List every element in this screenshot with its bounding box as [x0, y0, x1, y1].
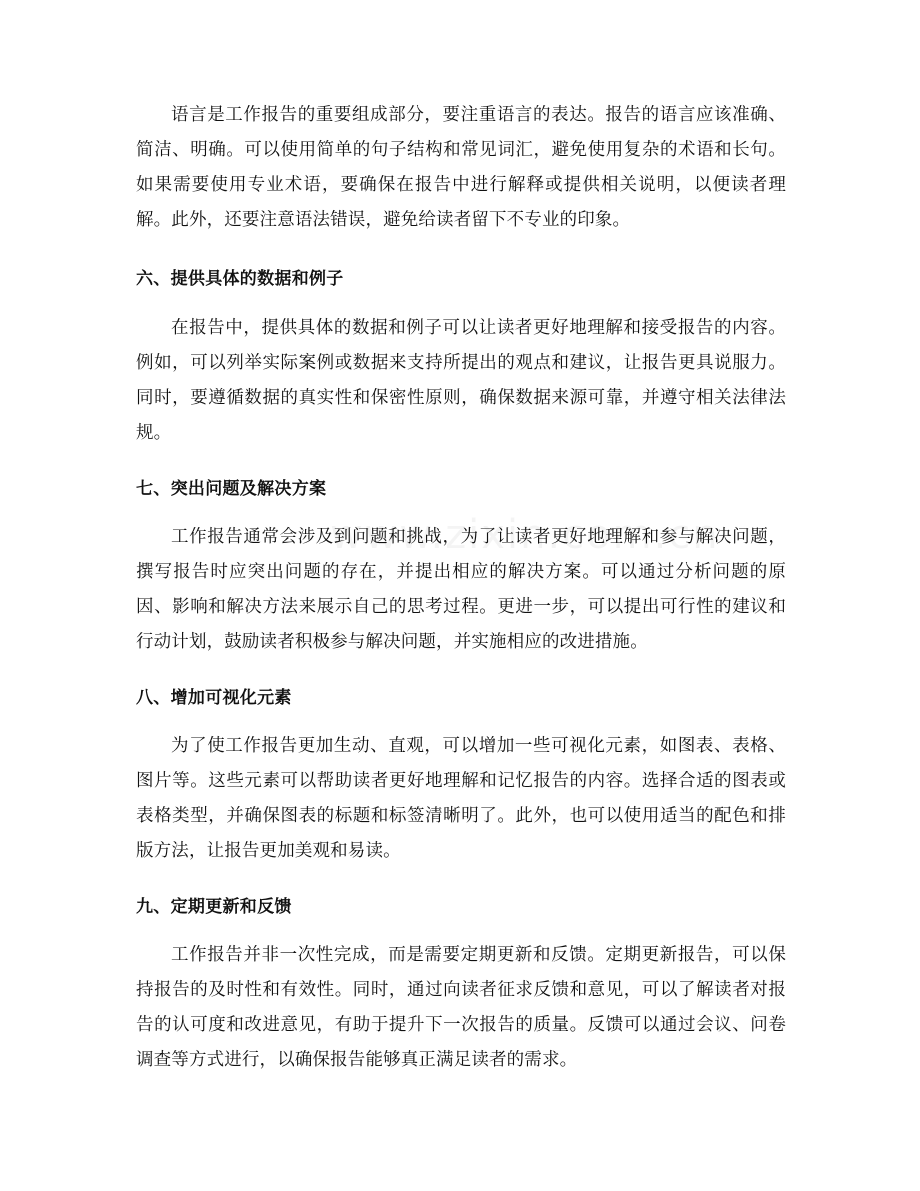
section-body-6: 在报告中，提供具体的数据和例子可以让读者更好地理解和接受报告的内容。例如，可以列举实际案例或数据来支持所提出的观点和建议，让报告更具说服力。同时，要遵循数据的真实性和保密性原则，确保数据来源可靠，并遵守相关法律法规。 — [136, 318, 786, 443]
section-heading-9: 九、定期更新和反馈 — [136, 897, 292, 917]
paragraph-intro: 语言是工作报告的重要组成部分，要注重语言的表达。报告的语言应该准确、简洁、明确。可以使用简单的句子结构和常见词汇，避免使用复杂的术语和长句。如果需要使用专业术语，要确保在报告中进行解释或提供相关说明，以便读者理解。此外，还要注意语法错误，避免给读者留下不专业的印象。 — [136, 105, 786, 230]
section-heading-7: 七、突出问题及解决方案 — [136, 479, 327, 499]
section-heading-6: 六、提供具体的数据和例子 — [136, 269, 344, 289]
section-body-7: 工作报告通常会涉及到问题和挑战，为了让读者更好地理解和参与解决问题，撰写报告时应突出问题的存在，并提出相应的解决方案。可以通过分析问题的原因、影响和解决方法来展示自己的思考过程。更进一步，可以提出可行性的建议和行动计划，鼓励读者积极参与解决问题，并实施相应的改进措施。 — [136, 527, 786, 652]
section-body-9: 工作报告并非一次性完成，而是需要定期更新和反馈。定期更新报告，可以保持报告的及时性和有效性。同时，通过向读者征求反馈和意见，可以了解读者对报告的认可度和改进意见，有助于提升下一次报告的质量。反馈可以通过会议、问卷调查等方式进行，以确保报告能够真正满足读者的需求。 — [136, 945, 786, 1070]
section-body-8: 为了使工作报告更加生动、直观，可以增加一些可视化元素，如图表、表格、图片等。这些元素可以帮助读者更好地理解和记忆报告的内容。选择合适的图表或表格类型，并确保图表的标题和标签清晰明了。此外，也可以使用适当的配色和排版方法，让报告更加美观和易读。 — [136, 736, 786, 861]
section-heading-8: 八、增加可视化元素 — [136, 688, 292, 708]
